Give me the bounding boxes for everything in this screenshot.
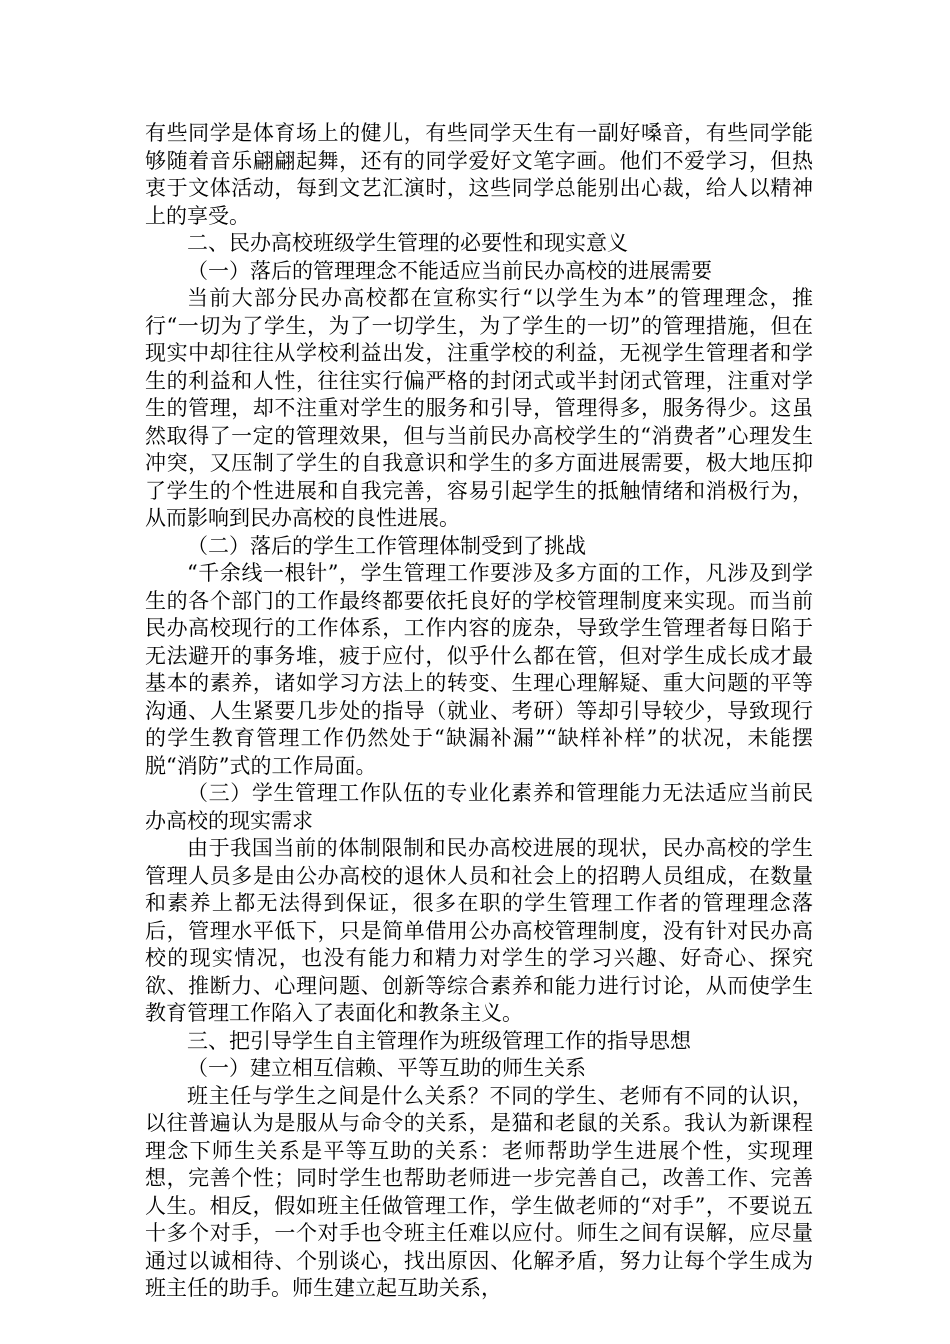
subsection-heading: （三）学生管理工作队伍的专业化素养和管理能力无法适应当前民办高校的现实需求 bbox=[145, 781, 813, 833]
subsection-heading: （一）建立相互信赖、平等互助的师生关系 bbox=[187, 1056, 586, 1080]
document-page bbox=[145, 120, 813, 1303]
section-heading: 二、民办高校班级学生管理的必要性和现实意义 bbox=[187, 231, 628, 255]
body-paragraph: “千余线一根针”，学生管理工作要涉及多方面的工作，凡涉及到学生的各个部门的工作最终都要依托良好的学校管理制度来实现。而当前民办高校现行的工作体系，工作内容的庞杂，导致学生管理者每日陷于无法避开的事务堆，疲于应付，似乎什么都在管，但对学生成长成才最基本的素养，诸如学习方法上的转变、生理心理解疑、重大问题的平等沟通、人生紧要几步处的指导（就业、考研）等却引导较少，导致现行的学生教育管理工作仍然处于“缺漏补漏”“缺样补样”的状况，未能摆脱“消防”式的工作局面。 bbox=[145, 561, 813, 778]
subsection-heading: （二）落后的学生工作管理体制受到了挑战 bbox=[187, 533, 586, 558]
body-paragraph: 有些同学是体育场上的健儿，有些同学天生有一副好嗓音，有些同学能够随着音乐翩翩起舞，还有的同学爱好文笔字画。他们不爱学习，但热衷于文体活动，每到文艺汇演时，这些同学总能别出心裁，给人以精神上的享受。 bbox=[145, 121, 813, 228]
subsection-heading: （一）落后的管理理念不能适应当前民办高校的进展需要 bbox=[187, 258, 712, 283]
body-paragraph: 由于我国当前的体制限制和民办高校进展的现状，民办高校的学生管理人员多是由公办高校的退休人员和社会上的招聘人员组成，在数量和素养上都无法得到保证，很多在职的学生管理工作者的管理理念落后，管理水平低下，只是简单借用公办高校管理制度，没有针对民办高校的现实情况，也没有能力和精力对学生的学习兴趣、好奇心、探究欲、推断力、心理问题、创新等综合素养和能力进行讨论，从而使学生教育管理工作陷入了表面化和教条主义。 bbox=[145, 836, 813, 1025]
section-heading: 三、把引导学生自主管理作为班级管理工作的指导思想 bbox=[187, 1028, 691, 1053]
body-paragraph: 班主任与学生之间是什么关系？不同的学生、老师有不同的认识，以往普遍认为是服从与命令的关系，是猫和老鼠的关系。我认为新课程理念下师生关系是平等互助的关系：老师帮助学生进展个性，实现理想，完善个性；同时学生也帮助老师进一步完善自己，改善工作、完善人生。相反，假如班主任做管理工作，学生做老师的“对手”，不要说五十多个对手，一个对手也令班主任难以应付。师生之间有误解，应尽量通过以诚相待、个别谈心，找出原因、化解矛盾，努力让每个学生成为班主任的助手。师生建立起互助关系， bbox=[145, 1083, 813, 1300]
body-paragraph: 当前大部分民办高校都在宣称实行“以学生为本”的管理理念，推行“一切为了学生，为了一切学生，为了学生的一切”的管理措施，但在现实中却往往从学校利益出发，注重学校的利益，无视学生管理者和学生的利益和人性，往往实行偏严格的封闭式或半封闭式管理，注重对学生的管理，却不注重对学生的服务和引导，管理得多，服务得少。这虽然取得了一定的管理效果，但与当前民办高校学生的“消费者”心理发生冲突，又压制了学生的自我意识和学生的多方面进展需要，极大地压抑了学生的个性进展和自我完善，容易引起学生的抵触情绪和消极行为，从而影响到民办高校的良性进展。 bbox=[145, 286, 813, 530]
